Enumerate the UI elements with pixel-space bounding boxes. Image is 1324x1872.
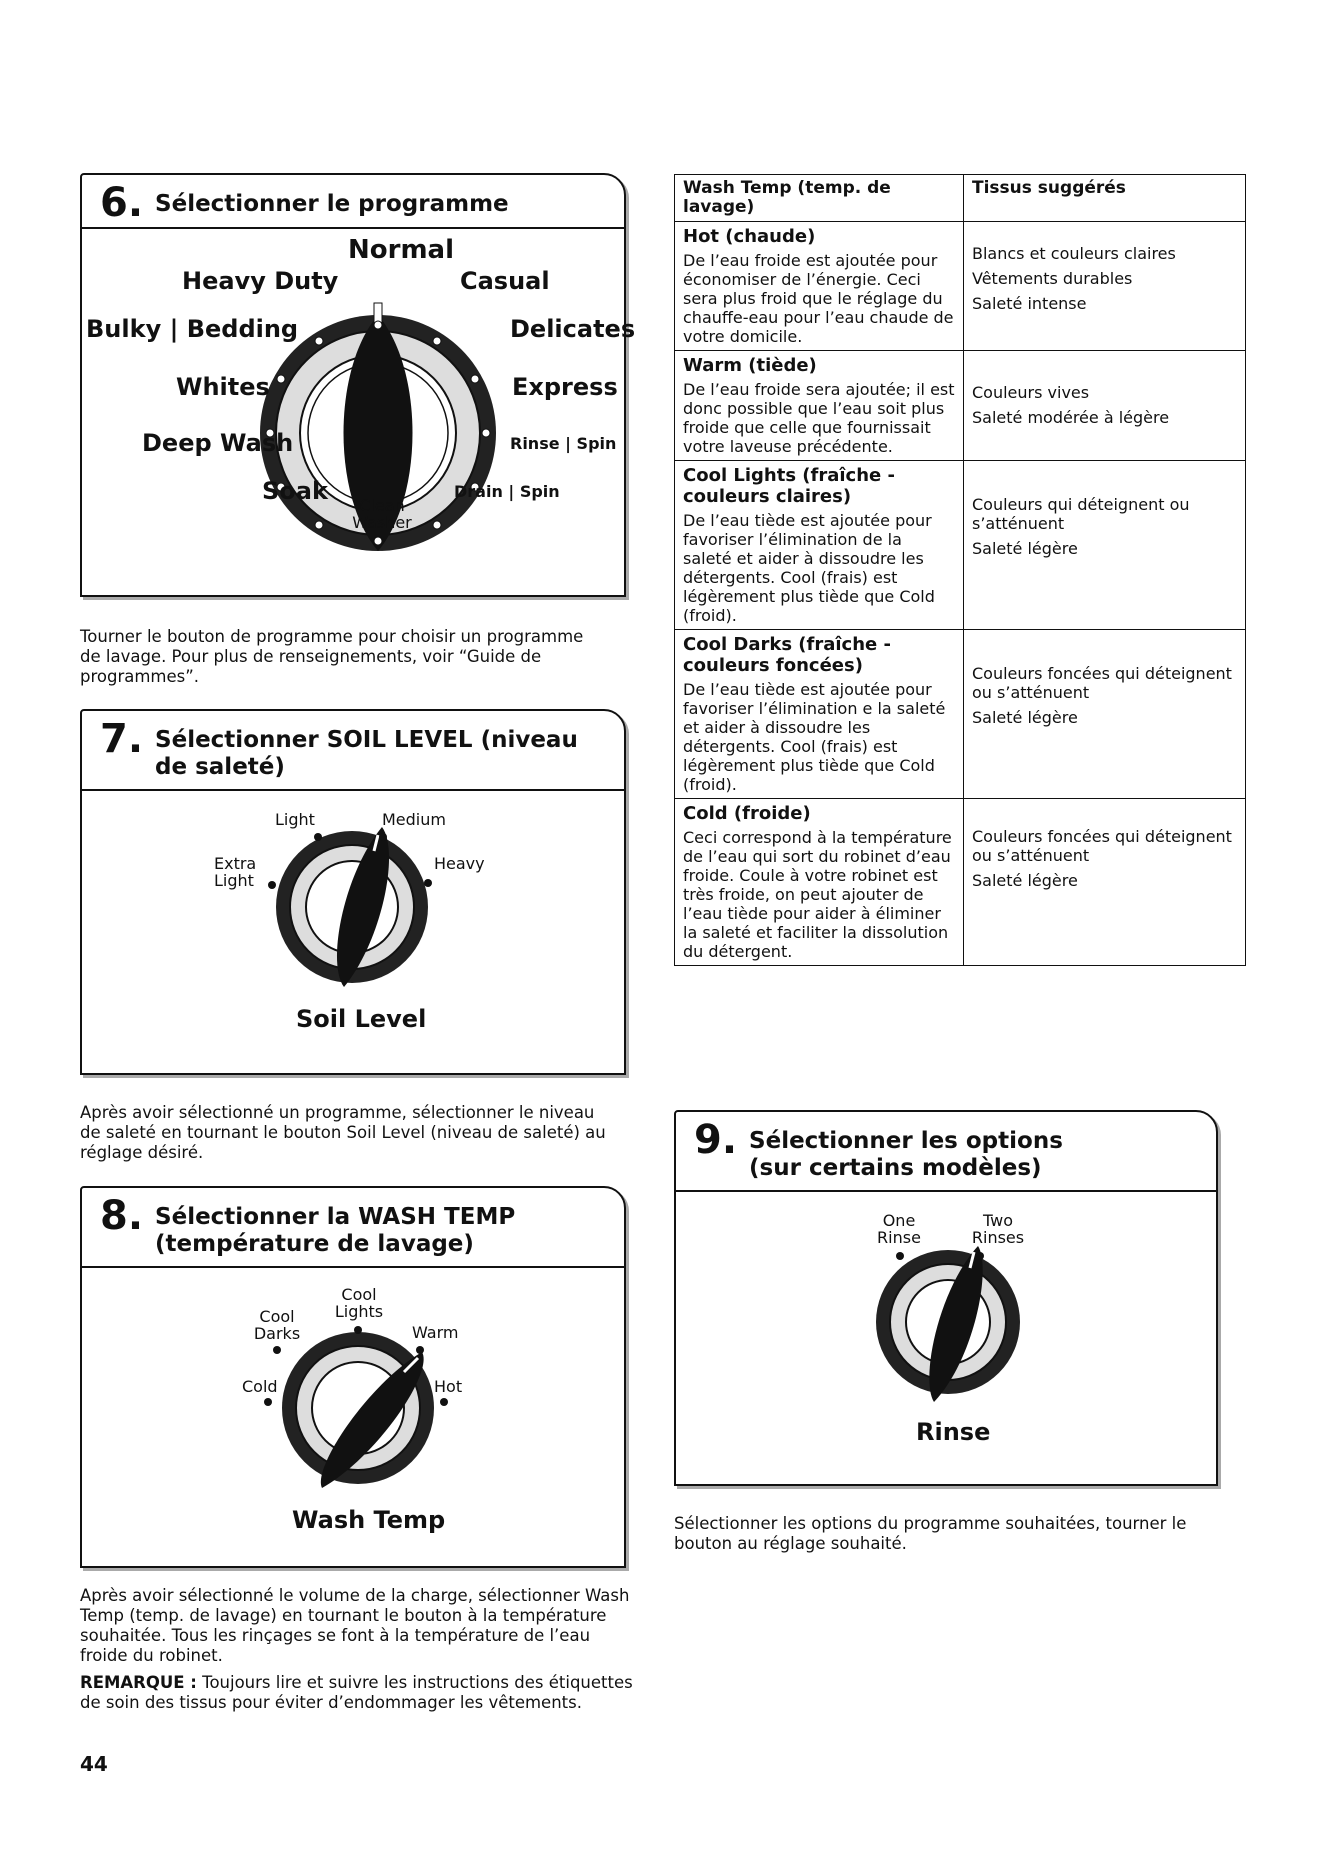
step8-panel <box>80 1186 626 1568</box>
cycle-clean-washer: Clean Washer <box>352 496 412 532</box>
step8-note <box>80 1673 636 1713</box>
fabric-item: Couleurs foncées qui déteignent ou s’atténuent <box>972 664 1232 702</box>
step8-number: 8. <box>100 1193 144 1239</box>
step7-description: Après avoir sélectionné un programme, sélectionner le niveau de saleté en tournant le bouton Soil Level (niveau de saleté) au réglage désiré. <box>80 1103 606 1162</box>
fabric-item: Couleurs vives <box>972 383 1090 402</box>
table-row <box>675 799 1246 966</box>
step8-title-line1: Sélectionner la WASH TEMP <box>155 1204 516 1230</box>
step6-number: 6. <box>100 180 144 226</box>
step7-title: Sélectionner SOIL LEVEL (niveau de saleté) <box>155 727 578 780</box>
table-header-fabrics: Tissus suggérés <box>964 175 1246 222</box>
temp-cool-darks-dot <box>273 1346 281 1354</box>
step7-header <box>82 711 624 791</box>
table-row <box>675 630 1246 799</box>
step7-panel <box>80 709 626 1075</box>
row-text: De l’eau tiède est ajoutée pour favoriser l’élimination de la saleté et aider à dissoudre les détergents. Cool (frais) est légèrement plus tiède que Cold (froid). <box>683 511 935 625</box>
soil-light: Light <box>275 810 315 829</box>
rinse-label: Rinse <box>916 1418 991 1446</box>
rinse-two-dot <box>976 1252 984 1260</box>
cycle-drain-spin: Drain | Spin <box>454 482 560 501</box>
cycle-delicates: Delicates <box>510 315 636 343</box>
step9-title-line2: (sur certains modèles) <box>749 1155 1042 1181</box>
soil-heavy-dot <box>424 879 432 887</box>
cycle-heavy-duty: Heavy Duty <box>182 267 339 295</box>
program-dial-area <box>82 229 636 589</box>
table-row <box>675 461 1246 630</box>
fabric-item: Saleté légère <box>972 708 1078 727</box>
fabric-item: Blancs et couleurs claires <box>972 244 1176 263</box>
row-text: De l’eau froide sera ajoutée; il est donc possible que l’eau soit plus froide que celle que fournissait votre laveuse précédente. <box>683 380 955 456</box>
step8-description: Après avoir sélectionné le volume de la charge, sélectionner Wash Temp (temp. de lavage) en tournant le bouton à la température souhaitée. Tous les rinçages se font à la température de l’eau froide du robinet. <box>80 1586 630 1665</box>
temp-cool-darks: Cool Darks <box>253 1307 301 1343</box>
temp-hot: Hot <box>434 1377 463 1396</box>
cycle-express: Express <box>512 373 618 401</box>
cycle-whites: Whites <box>176 373 270 401</box>
wash-temp-table <box>674 174 1246 966</box>
step8-title <box>155 1200 515 1258</box>
soil-level-label: Soil Level <box>296 1005 427 1033</box>
fabric-item: Saleté modérée à légère <box>972 408 1170 427</box>
step9-description: Sélectionner les options du programme souhaitées, tourner le bouton au réglage souhaité. <box>674 1514 1187 1553</box>
fabric-item: Saleté légère <box>972 871 1078 890</box>
temp-cool-lights: Cool Lights <box>334 1285 384 1321</box>
page-number: 44 <box>80 1752 108 1776</box>
table-header-row <box>675 175 1246 222</box>
rinse-one: One Rinse <box>877 1211 921 1247</box>
temp-cool-lights-dot <box>354 1326 362 1334</box>
step6-panel <box>80 173 636 597</box>
step6-header <box>82 175 624 229</box>
cycle-casual: Casual <box>460 267 550 295</box>
temp-cold: Cold <box>242 1377 278 1396</box>
step6-title: Sélectionner le programme <box>155 191 509 217</box>
temp-hot-dot <box>440 1398 448 1406</box>
soil-extra-light: Extra Light <box>214 854 257 890</box>
step9-number: 9. <box>694 1117 738 1163</box>
rinse-dial-area <box>676 1192 1216 1478</box>
temp-cold-dot <box>264 1398 272 1406</box>
fabric-item: Vêtements durables <box>972 269 1133 288</box>
step9-panel <box>674 1110 1218 1486</box>
fabric-item: Saleté légère <box>972 539 1078 558</box>
cycle-rinse-spin: Rinse | Spin <box>510 434 617 453</box>
temp-warm-dot <box>416 1346 424 1354</box>
rinse-two: Two Rinses <box>971 1211 1025 1247</box>
row-title: Hot (chaude) <box>683 226 816 247</box>
step7-number: 7. <box>100 716 144 762</box>
step8-title-line2: (température de lavage) <box>155 1231 474 1257</box>
soil-light-dot <box>314 833 322 841</box>
table-header-temp: Wash Temp (temp. de lavage) <box>675 175 964 222</box>
wash-temp-label: Wash Temp <box>292 1506 446 1534</box>
temp-warm: Warm <box>412 1323 459 1342</box>
row-text: Ceci correspond à la température de l’eau qui sort du robinet d’eau froide. Coule à votre robinet est très froide, on peut ajouter de l’eau tiède pour aider à éliminer la saleté et faciliter la dissolution du détergent. <box>683 828 952 961</box>
soil-heavy: Heavy <box>434 854 485 873</box>
row-title: Cold (froide) <box>683 803 811 824</box>
row-title: Cool Lights (fraîche - couleurs claires) <box>683 465 895 507</box>
step9-title-line1: Sélectionner les options <box>749 1128 1063 1154</box>
cycle-soak: Soak <box>262 477 328 505</box>
note-label: REMARQUE : <box>80 1673 197 1692</box>
note-text: Toujours lire et suivre les instructions des étiquettes de soin des tissus pour éviter d’endommager les vêtements. <box>80 1673 633 1712</box>
cycle-normal: Normal <box>348 235 454 265</box>
soil-extra-light-dot <box>268 881 276 889</box>
soil-medium: Medium <box>382 810 446 829</box>
step9-title <box>749 1124 1063 1182</box>
row-text: De l’eau tiède est ajoutée pour favoriser l’élimination e la saleté et aider à dissoudre les détergents. Cool (frais) est légèrement plus tiède que Cold (froid). <box>683 680 946 794</box>
cycle-bulky-bedding: Bulky | Bedding <box>86 315 299 343</box>
cycle-deep-wash: Deep Wash <box>142 429 294 457</box>
table-row <box>675 351 1246 461</box>
soil-medium-dot <box>379 833 387 841</box>
step6-description: Tourner le bouton de programme pour choisir un programme de lavage. Pour plus de renseignements, voir “Guide de programmes”. <box>80 627 584 686</box>
soil-dial-area <box>82 791 624 1071</box>
row-title: Warm (tiède) <box>683 355 817 376</box>
temp-dial-area <box>82 1268 624 1558</box>
table-row <box>675 222 1246 351</box>
fabric-item: Couleurs qui déteignent ou s’atténuent <box>972 495 1190 533</box>
row-text: De l’eau froide est ajoutée pour économiser de l’énergie. Ceci sera plus froid que le réglage du chauffe-eau pour l’eau chaude de votre domicile. <box>683 251 954 346</box>
step9-header <box>676 1112 1216 1192</box>
row-title: Cool Darks (fraîche - couleurs foncées) <box>683 634 891 676</box>
step8-header <box>82 1188 624 1268</box>
rinse-one-dot <box>896 1252 904 1260</box>
fabric-item: Saleté intense <box>972 294 1087 313</box>
fabric-item: Couleurs foncées qui déteignent ou s’atténuent <box>972 827 1232 865</box>
